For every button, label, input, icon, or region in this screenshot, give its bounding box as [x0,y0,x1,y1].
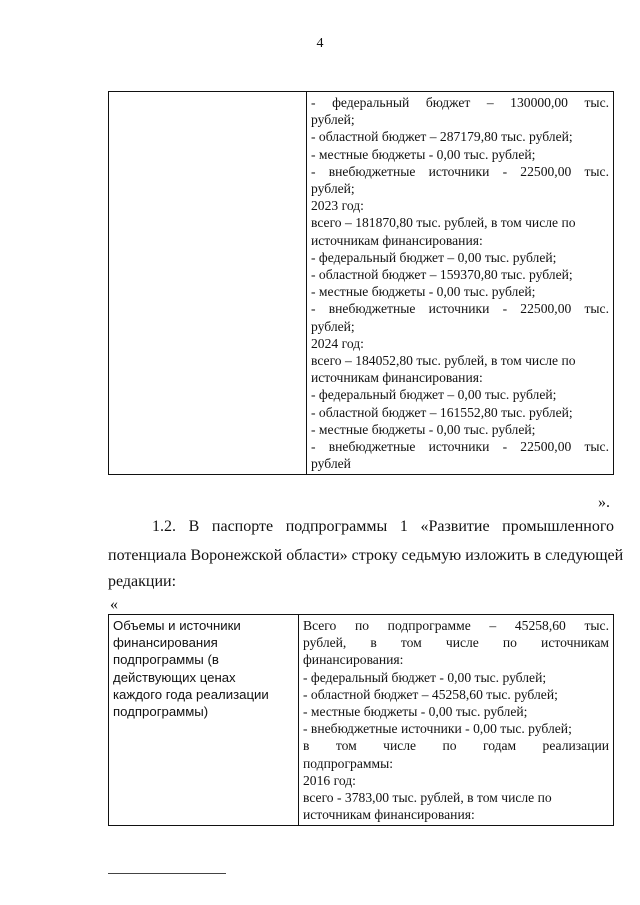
paragraph-line [108,572,614,592]
text-line: финансирования [113,635,218,651]
text-line: финансирования: [303,652,404,668]
text-line: редакции: [108,573,177,590]
closing-quote-mark: ». [598,494,610,511]
text-line: - местные бюджеты - 0,00 тыс. рублей; [311,284,536,300]
text-line: Объемы и источники [113,618,241,633]
funding-details-cell [299,615,614,826]
paragraph-line [108,546,624,566]
funding-table-continued [108,91,614,475]
text-line: - областной бюджет – 161552,80 тыс. рублей; [311,404,573,420]
text-line: - областной бюджет – 287179,80 тыс. рублей; [311,129,573,145]
text-line: Всего по подпрограмме – 45258,60 тыс. [303,618,609,633]
text-line: 2023 год: [311,198,364,214]
text-line: источникам финансирования: [303,807,475,823]
text-line: источникам финансирования: [311,232,483,248]
page-number: 4 [316,36,324,51]
text-line: рублей, в том числе по источникам [303,635,609,651]
paragraph-line [108,517,614,537]
text-line: 2016 год: [303,772,356,788]
text-line: всего – 181870,80 тыс. рублей, в том числе по [311,215,576,231]
text-line: источникам финансирования: [311,370,483,386]
text-line: всего - 3783,00 тыс. рублей, в том числе по [303,790,552,806]
text-line: подпрограммы: [303,755,393,771]
text-line: - областной бюджет – 45258,60 тыс. рублей; [303,686,558,702]
text-line: - местные бюджеты - 0,00 тыс. рублей; [311,146,536,162]
text-line: - федеральный бюджет – 130000,00 тыс. [311,95,609,110]
text-line: рублей; [311,318,355,334]
text-line: - внебюджетные источники - 22500,00 тыс. [311,439,609,455]
opening-quote-mark: « [110,596,118,613]
text-line: - федеральный бюджет - 0,00 тыс. рублей; [303,669,547,685]
text-line: - федеральный бюджет – 0,00 тыс. рублей; [311,387,557,403]
empty-left-cell [109,92,307,475]
text-line: 1.2. В паспорте подпрограммы 1 «Развитие промышленного [152,518,614,535]
text-line: рублей [311,456,351,472]
text-line: 2024 год: [311,335,364,351]
text-line: действующих ценах [113,669,236,685]
table-row [109,92,614,475]
table-row [109,615,614,826]
text-line: - внебюджетные источники - 0,00 тыс. рублей; [303,721,572,737]
text-line: всего – 184052,80 тыс. рублей, в том числе по [311,353,576,369]
text-line: - местные бюджеты - 0,00 тыс. рублей; [311,421,536,437]
subprogram-funding-table [108,614,614,826]
text-line: рублей; [311,112,355,128]
text-line: потенциала Воронежской области» строку седьмую изложить в следующей [108,547,624,564]
text-line: в том числе по годам реализации [303,738,609,754]
text-line: подпрограммы) [113,704,209,720]
text-line: рублей; [311,181,355,197]
footer-divider [108,873,226,874]
text-line: подпрограммы (в [113,652,219,668]
text-line: - местные бюджеты - 0,00 тыс. рублей; [303,704,528,720]
text-line: каждого года реализации [113,686,269,702]
funding-details-cell [307,92,614,475]
text-line: - федеральный бюджет – 0,00 тыс. рублей; [311,249,557,265]
text-line: - внебюджетные источники - 22500,00 тыс. [311,301,609,317]
text-line: - внебюджетные источники - 22500,00 тыс. [311,163,609,179]
row-label-cell [109,615,299,826]
text-line: - областной бюджет – 159370,80 тыс. рублей; [311,267,573,283]
